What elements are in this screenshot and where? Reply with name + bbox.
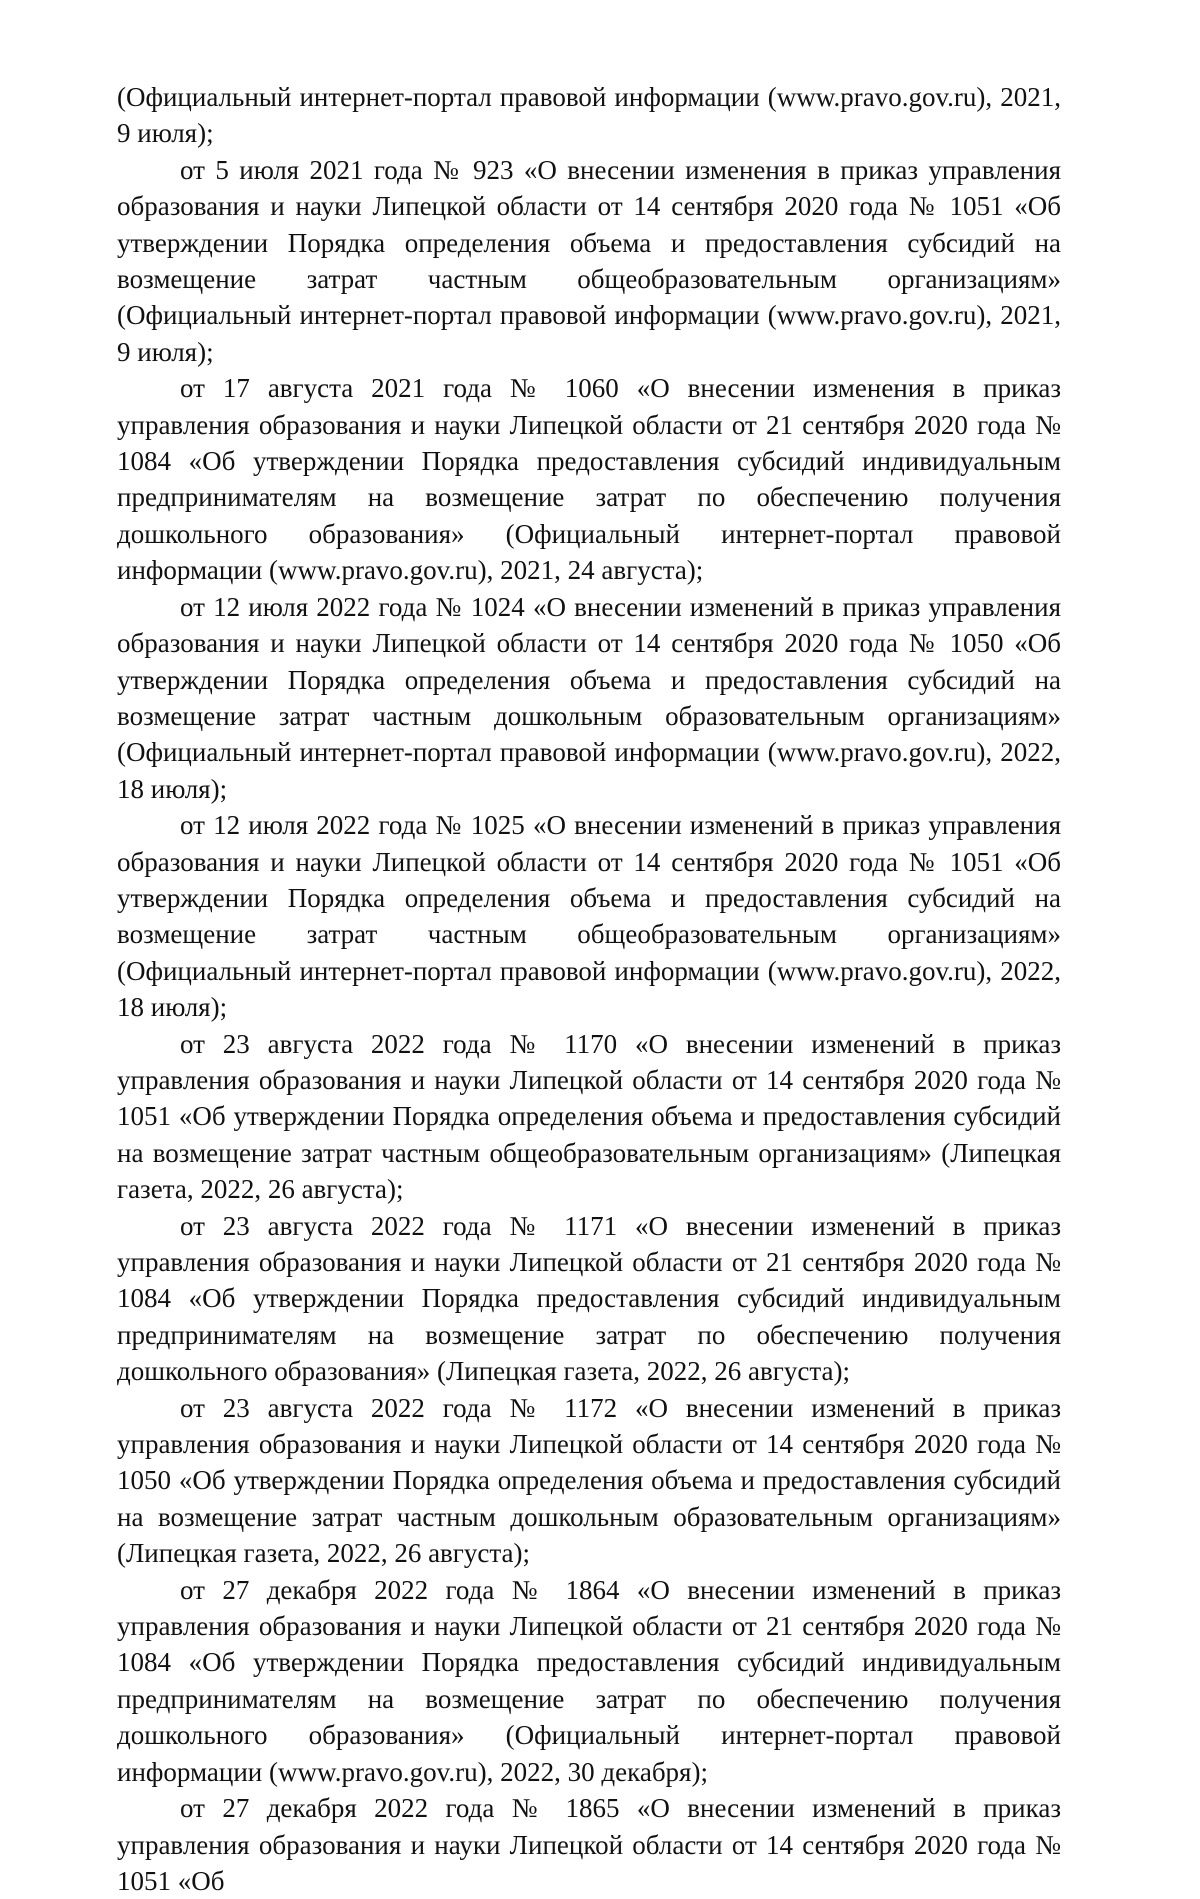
paragraph-order-1172: от 23 августа 2022 года № 1172 «О внесении изменений в приказ управления образования и науки Липецкой области от 14 сентября 2020 года № 1050 «Об утверждении Порядка определения объема и предоставления субсидий на возмещение затрат частным дошкольным образовательным организациям» (Липецкая газета, 2022, 26 августа); xyxy=(117,1392,1061,1569)
paragraph-order-1865: от 27 декабря 2022 года № 1865 «О внесении изменений в приказ управления образования и науки Липецкой области от 14 сентября 2020 года № 1051 «Об xyxy=(117,1793,1061,1896)
paragraph-order-1060: от 17 августа 2021 года № 1060 «О внесении изменения в приказ управления образования и науки Липецкой области от 21 сентября 2020 года № 1084 «Об утверждении Порядка предоставления субсидий индивидуальным предпринимателям на возмещение затрат по обеспечению получения дошкольного образования» (Официальный интернет-портал правовой информации (www.pravo.gov.ru), 2021, 24 августа); xyxy=(117,373,1061,586)
paragraph-continuation: (Официальный интернет-портал правовой информации (www.pravo.gov.ru), 2021, 9 июля); xyxy=(117,82,1061,149)
paragraph-order-1171: от 23 августа 2022 года № 1171 «О внесении изменений в приказ управления образования и науки Липецкой области от 21 сентября 2020 года № 1084 «Об утверждении Порядка предоставления субсидий индивидуальным предпринимателям на возмещение затрат по обеспечению получения дошкольного образования» (Липецкая газета, 2022, 26 августа); xyxy=(117,1210,1061,1387)
paragraph-order-1024: от 12 июля 2022 года № 1024 «О внесении изменений в приказ управления образования и науки Липецкой области от 14 сентября 2020 года № 1050 «Об утверждении Порядка определения объема и предоставления субсидий на возмещение затрат частным дошкольным образовательным организациям» (Официальный интернет-портал правовой информации (www.pravo.gov.ru), 2022, 18 июля); xyxy=(117,591,1061,804)
paragraph-order-1170: от 23 августа 2022 года № 1170 «О внесении изменений в приказ управления образования и науки Липецкой области от 14 сентября 2020 года № 1051 «Об утверждении Порядка определения объема и предоставления субсидий на возмещение затрат частным общеобразовательным организациям» (Липецкая газета, 2022, 26 августа); xyxy=(117,1028,1061,1205)
paragraph-order-1864: от 27 декабря 2022 года № 1864 «О внесении изменений в приказ управления образования и науки Липецкой области от 21 сентября 2020 года № 1084 «Об утверждении Порядка предоставления субсидий индивидуальным предпринимателям на возмещение затрат по обеспечению получения дошкольного образования» (Официальный интернет-портал правовой информации (www.pravo.gov.ru), 2022, 30 декабря); xyxy=(117,1574,1061,1787)
paragraph-order-923: от 5 июля 2021 года № 923 «О внесении изменения в приказ управления образования и науки Липецкой области от 14 сентября 2020 года № 1051 «Об утверждении Порядка определения объема и предоставления субсидий на возмещение затрат частным общеобразовательным организациям» (Официальный интернет-портал правовой информации (www.pravo.gov.ru), 2021, 9 июля); xyxy=(117,154,1061,367)
document-page xyxy=(117,79,1061,1896)
paragraph-order-1025: от 12 июля 2022 года № 1025 «О внесении изменений в приказ управления образования и науки Липецкой области от 14 сентября 2020 года № 1051 «Об утверждении Порядка определения объема и предоставления субсидий на возмещение затрат частным общеобразовательным организациям» (Официальный интернет-портал правовой информации (www.pravo.gov.ru), 2022, 18 июля); xyxy=(117,810,1061,1023)
